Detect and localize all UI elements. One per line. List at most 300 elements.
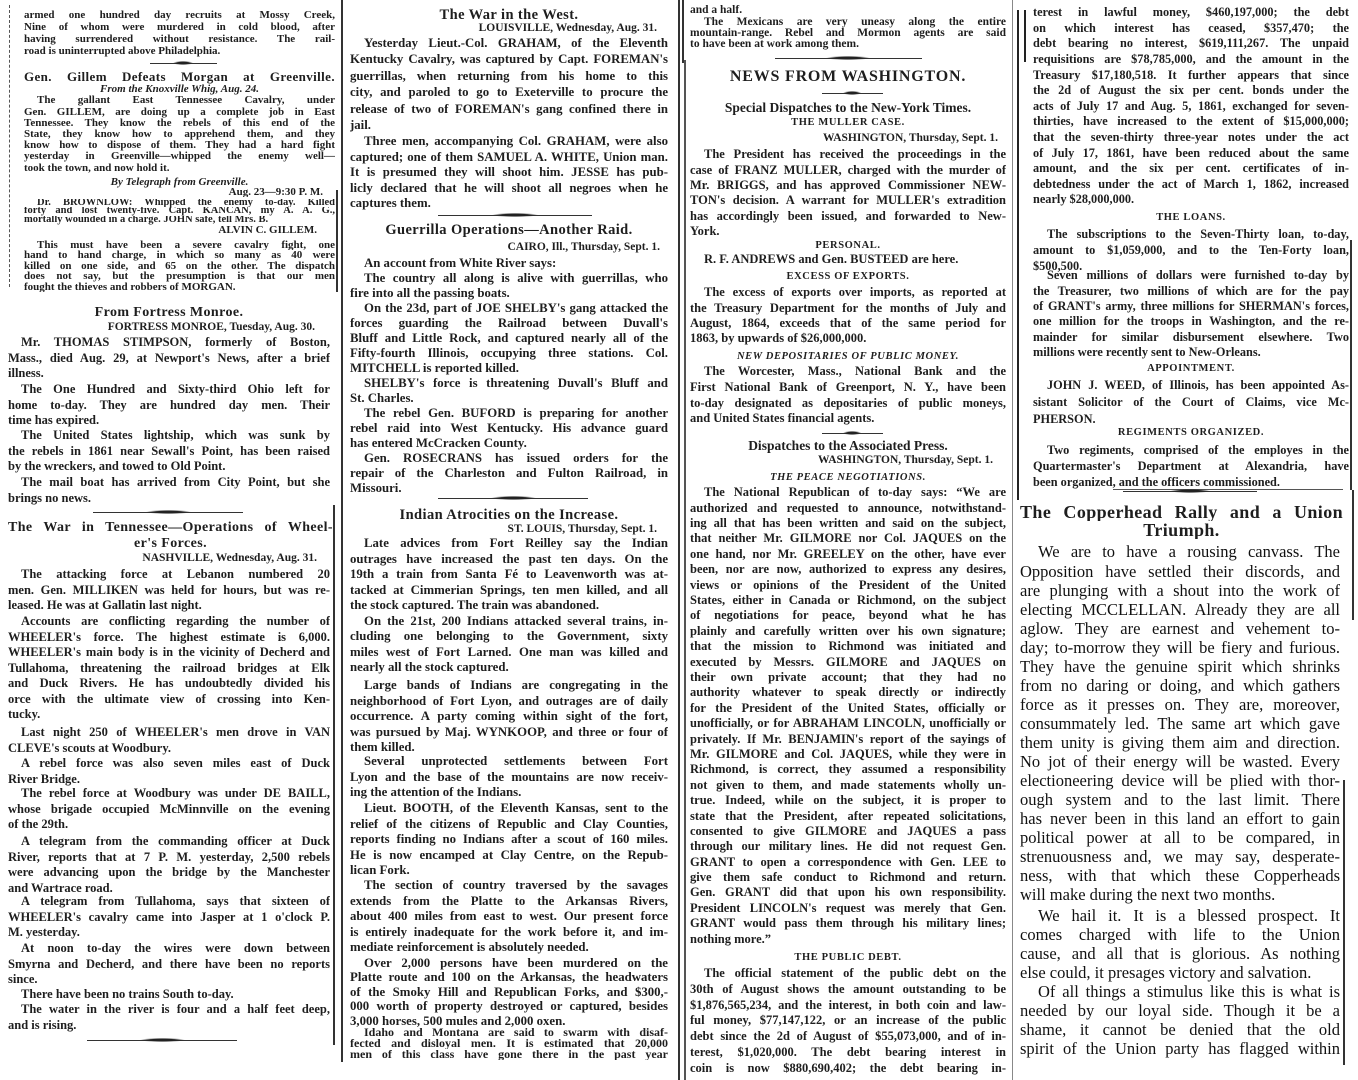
text-line: debtedness under the act of March 1, 1862, increased [1033, 176, 1349, 191]
text-line: city, and paroled to go to Exeterville to procure the [350, 85, 668, 100]
text-line: The Copperhead Rally and a Union [1020, 503, 1343, 521]
column-divider [682, 0, 684, 63]
text-line: Triumph. [1143, 521, 1220, 539]
text-line: for the President of the United States, officially or [690, 700, 1006, 715]
text-line: force as it presses on. They are, moreover, [1020, 694, 1340, 714]
dateline [24, 187, 323, 197]
text-line: will make during the next two months. [1020, 885, 1276, 905]
text-line: From Fortress Monroe. [94, 305, 244, 320]
article-paragraph [350, 301, 668, 376]
text-line: THE MULLER CASE. [791, 117, 905, 128]
text-line: Mass., died Aug. 29, at Newport's News, after a brief [8, 350, 330, 365]
text-line: and United States financial agents. [690, 411, 875, 426]
text-line: Missouri. [350, 480, 402, 495]
text-line: A rebel force was also seven miles east of Duck [21, 756, 330, 771]
text-line: Tullahoma, threatening the railroad bridges at Elk [8, 660, 330, 675]
column-divider [9, 5, 10, 287]
text-line: River, reports that at 7 P. M. yesterday, 2,500 rebels [8, 849, 330, 864]
text-line: 1863, by upwards of $26,000,000. [690, 331, 867, 346]
text-line: strenuousness and, we may say, desperate- [1020, 847, 1340, 867]
text-line: hand to hand charge, in which so many as 40 were [24, 250, 335, 261]
text-line: Nine of whom were murdered in cold blood, after [24, 21, 335, 33]
article-headline [1020, 503, 1343, 539]
text-line: consented to give GILMORE and JAQUES a pass [690, 823, 1006, 838]
text-line: mediate reinforcement is absolutely needed. [350, 940, 589, 955]
column-divider [341, 0, 343, 1062]
article-paragraph [350, 35, 668, 134]
text-line: forty and lost twenty-five. Capt. KANCAN, my A. A. G., [24, 207, 335, 217]
text-line: 19th a train from Santa Fé to Leavenworth was at- [350, 567, 668, 582]
text-line: debt since the 2d of August of $55,073,000, and of in- [690, 1029, 1006, 1044]
text-line: M. yesterday. [8, 925, 80, 940]
text-line: SHELBY's force is threatening Duvall's Bluff and [364, 375, 668, 390]
text-line: state that the President, after repeated solicitations, [690, 808, 1006, 823]
text-line: acts of July 17 and Aug. 5, 1861, exchanged for seven- [1033, 98, 1349, 113]
article-paragraph [24, 9, 335, 57]
text-line: Over 2,000 persons have been murdered on the [364, 955, 668, 970]
text-line: Opposition have settled their discords, and [1020, 561, 1340, 581]
text-line: 30th of August shows the amount outstanding to be [690, 981, 1006, 996]
text-line: captures them. [350, 196, 431, 211]
article-paragraph [1033, 5, 1349, 208]
text-line: Indian Atrocities on the Increase. [399, 507, 619, 523]
text-line: He is now encamped at Clay Centre, on the Repub- [350, 847, 668, 862]
text-line: and Duck Rivers. He has undoubtedly divided his [8, 676, 330, 691]
column-divider [1350, 240, 1352, 490]
text-line: rebel raid into West Kentucky. His advance guard [350, 420, 668, 435]
dateline [690, 453, 993, 467]
dateline [350, 22, 657, 35]
signature [24, 225, 317, 235]
text-line: took the town, and now hold it. [24, 162, 170, 174]
text-line: Aug. 23—9:30 P. M. [228, 187, 323, 197]
text-line: At noon to-day the wires were down between [21, 941, 330, 956]
text-line: licly declared that he will shoot all negroes when he [350, 180, 668, 195]
text-line: CLEVE's scouts at Woodbury. [8, 740, 172, 755]
text-line: ing the attention of the Indians. [350, 785, 522, 800]
text-line: The gallant East Tennessee Cavalry, under [37, 95, 335, 107]
text-line: First National Bank of Greenport, N. Y., have been [690, 379, 1006, 394]
text-line: A telegram from Tullahoma, says that sixteen of [21, 894, 330, 909]
text-line: men. Gen. MILLIKEN was held for hours, but was re- [8, 582, 330, 597]
text-line: having surrendered without resistance. The rail- [24, 33, 335, 45]
text-line: to have been at work among them. [690, 38, 859, 50]
text-line: There have been no trains South to-day. [21, 987, 234, 1002]
text-line: the Treasurer, two millions of which are for the pay [1033, 283, 1349, 298]
text-line: August, 1864, exceeds that of the same period for [690, 315, 1006, 330]
text-line: cause, and all that is glorious. As nothing [1020, 943, 1340, 963]
text-line: Richmond, is correct, they assumed a responsibility [690, 762, 1006, 777]
text-line: Late advices from Fort Reilley say the Indian [364, 536, 668, 551]
text-line: WASHINGTON, Thursday, Sept. 1. [822, 132, 998, 144]
article-paragraph [1033, 377, 1349, 428]
text-line: WHEELER's force. The highest estimate is 6,000. [8, 629, 330, 644]
text-line: WHEELER's main body is in the vicinity of Decherd and [8, 645, 330, 660]
text-line: is entirely inadequate for the work before it, and im- [350, 924, 668, 939]
section-subhead [690, 438, 1006, 453]
text-line: The War in Tennessee—Operations of Wheel- [8, 520, 333, 535]
article-paragraph [8, 475, 330, 506]
text-line: The Mexicans are very uneasy along the entire [704, 16, 1006, 28]
text-line: the rebels in 1861 near Sewall's Point, has been raised [8, 443, 330, 458]
text-line: ness, with that which these Copperheads [1020, 866, 1340, 886]
byline [24, 83, 335, 95]
text-line: reports finding no Indians after a scout of 160 miles. [350, 832, 668, 847]
text-line: The attacking force at Lebanon numbered 20 [21, 567, 330, 582]
text-line: home to-day. They are hundred day men. Their [8, 397, 330, 412]
text-line: A telegram from the commanding officer at Duck [21, 834, 330, 849]
text-line: of negotiations for peace, beyond what he has [690, 608, 1006, 623]
article-paragraph [8, 834, 330, 896]
text-line: executed by Messrs. GILMORE and JAQUES on [690, 654, 1006, 669]
text-line: shame, it cannot be denied that the old [1020, 1019, 1340, 1039]
text-line: terest, $1,020,000. The debt bearing interest in [690, 1045, 1006, 1060]
text-line: yesterday in Greenville—whipped the enemy well— [24, 151, 335, 163]
text-line: The rebel Gen. BUFORD is preparing for another [364, 405, 668, 420]
article-paragraph [690, 5, 1006, 16]
text-line: Treasury $17,180,518. It further appears that since [1033, 67, 1349, 82]
text-line: the 2d of August the six per cent. bonds under the [1033, 83, 1349, 98]
text-line: Gen. GRANT did that upon his own responsibility. [690, 885, 1006, 900]
article-paragraph [690, 147, 1006, 239]
byline [24, 177, 335, 188]
article-paragraph [8, 725, 330, 756]
text-line: tucky. [8, 707, 41, 722]
text-line: case of FRANZ MULLER, charged with the murder of [690, 162, 1006, 177]
text-line: The National Republican of to-day says: “We are [704, 485, 1006, 500]
text-line: Seven millions of dollars were furnished to-day by [1047, 268, 1349, 283]
article-paragraph [350, 271, 668, 301]
text-line: Gen. GILLEM, are doing up a complete job in East [24, 106, 335, 118]
column-divider [678, 0, 680, 1080]
text-line: Three men, accompanying Col. GRAHAM, were also [364, 134, 668, 149]
text-line: THE PEACE NEGOTIATIONS. [770, 472, 926, 483]
text-line: An account from White River says: [364, 255, 557, 270]
text-line: The section of country traversed by the savages [364, 878, 668, 893]
article-paragraph [350, 256, 668, 271]
text-line: Mr. GILMORE and Col. JAQUES, while they were in [690, 746, 1006, 761]
text-line: sistant Solicitor of the Court of Claims, vice Mc- [1033, 394, 1349, 409]
text-line: Guerrilla Operations—Another Raid. [385, 222, 633, 238]
column-divider [684, 60, 686, 1080]
text-line: their own private account; that they had no [690, 669, 1006, 684]
text-line: Platte route and 100 on the Arkansas, the headwaters [350, 970, 668, 985]
text-line: forces guarding the Railroad between Duvall's [350, 315, 668, 330]
text-line: State, they know how to apprehend them, and they [24, 128, 335, 140]
text-line: lican Fork. [350, 863, 410, 878]
text-line: them killed. [350, 740, 415, 755]
text-line: They have the genuine spirit which shrinks [1020, 656, 1340, 676]
text-line: from no daring or doing, and which gathers [1020, 675, 1340, 695]
text-line: ful money, $77,147,122, or an increase of the public [690, 1013, 1006, 1028]
text-line: thirties, have increased to the extent of $15,000,000; [1033, 114, 1349, 129]
column-divider [1012, 0, 1013, 1080]
section-label [690, 271, 1006, 283]
text-line: neighborhood of Fort Lyon, and outrages are of daily [350, 693, 668, 708]
article-headline [350, 508, 668, 523]
text-line: brings no news. [8, 490, 92, 505]
text-line: that the seven-thirty three-year notes under the act [1033, 129, 1349, 144]
text-line: debt bearing no interest, $619,111,267. The unpaid [1033, 36, 1349, 51]
article-paragraph [350, 754, 668, 801]
text-line: the Treasury Department for the months of July and [690, 300, 1006, 315]
text-line: Large bands of Indians are congregating in the [364, 678, 668, 693]
text-line: The country all along is alive with guerrillas, who [364, 270, 668, 285]
text-line: authorized and requested to announce, notwithstand- [690, 500, 1006, 515]
article-paragraph [350, 878, 668, 956]
ornamental-divider [438, 496, 588, 500]
text-line: to-day designated as depositaries of public moneys, [690, 395, 1006, 410]
text-line: APPOINTMENT. [1147, 363, 1235, 374]
text-line: Lyon and the base of the mountains are now receiv- [350, 769, 668, 784]
text-line: coin is now $880,690,402; the debt bearing in- [690, 1060, 1006, 1075]
text-line: of the 29th. [8, 817, 69, 832]
text-line: miles west of Fort Larned. One man was killed and [350, 644, 668, 659]
text-line: armed one hundred day recruits at Mossy Creek, [24, 9, 335, 21]
text-line: that the mission to Richmond was initiated and [690, 639, 1006, 654]
article-paragraph [350, 614, 668, 676]
text-line: release of two of FOREMAN's gang confined there in [350, 101, 668, 116]
section-subhead [690, 100, 1006, 115]
article-paragraph [690, 485, 1006, 947]
text-line: one hand, nor Mr. GREELEY on the other, have ever [690, 546, 1006, 561]
text-line: The official statement of the public debt on the [704, 966, 1006, 981]
text-line: millions were recently sent to New-Orleans. [1033, 345, 1261, 360]
column-divider [1024, 10, 1026, 62]
article-paragraph [1033, 226, 1349, 274]
text-line: electing MCCLELLAN. Already they are all [1020, 599, 1340, 619]
text-line: are plunging with a shout into the work of [1020, 580, 1340, 600]
text-line: were advancing upon the bridge by the Manchester [8, 865, 330, 880]
text-line: and Wartrace road. [8, 880, 113, 895]
text-line: of July 17, 1861, have been reduced about the same [1033, 145, 1349, 160]
text-line: Dr. BROWNLOW: Whipped the enemy to-day. Killed [37, 198, 335, 208]
text-line: THE PUBLIC DEBT. [794, 952, 902, 963]
text-line: ALVIN C. GILLEM. [218, 225, 317, 235]
article-paragraph [690, 252, 1006, 267]
text-line: $500,500. [1033, 259, 1083, 273]
text-line: We hail it. It is a blessed prospect. It [1038, 905, 1340, 925]
article-paragraph [350, 536, 668, 614]
text-line: NASHVILLE, Wednesday, Aug. 31. [142, 552, 317, 564]
text-line: political power at all to be compared, in [1020, 828, 1340, 848]
text-line: York. [690, 223, 720, 238]
dateline [350, 522, 657, 536]
article-paragraph [8, 894, 330, 941]
text-line: nearly $28,000,000. [1033, 192, 1135, 207]
text-line: killed on one side, and 65 on the other. The dispatch [24, 260, 335, 272]
text-line: We are to have a rousing canvass. The [1038, 542, 1340, 562]
text-line: been organized, and the officers commissioned. [1033, 475, 1280, 489]
text-line: has entered McCracken County. [350, 435, 527, 450]
text-line: orce with the ultimate view of crossing into Ken- [8, 691, 330, 706]
text-line: men of this class have gone there in the past year [350, 1048, 668, 1060]
article-headline [690, 67, 1006, 87]
text-line: The Worcester, Mass., National Bank and the [704, 364, 1006, 379]
text-line: was pursued by Maj. WYNKOOP, and three or four of [350, 724, 668, 739]
text-line: Mr. BRIGGS, and has approved Commissioner NEW- [690, 177, 1006, 192]
text-line: CAIRO, Ill., Thursday, Sept. 1. [507, 241, 660, 253]
text-line: Tennessee. They know the rebels of this end of the [24, 117, 335, 129]
ornamental-divider [93, 510, 243, 514]
text-line: Last night 250 of WHEELER's men drove in VAN [21, 725, 330, 740]
text-line: TON's decision. A warrant for MULLER's extradition [690, 193, 1006, 208]
text-line: Idaho and Montana are said to swarm with disaf- [364, 1026, 668, 1038]
column-divider [1343, 780, 1345, 1065]
text-line: ough system and to the last limit. There [1020, 790, 1340, 810]
text-line: The President has received the proceedings in the [704, 147, 1006, 162]
article-paragraph [24, 95, 335, 173]
text-line: has accordingly been issued, and forwarded to New- [690, 208, 1006, 223]
text-line: This must have been a severe cavalry fight, one [37, 239, 335, 251]
article-paragraph [8, 428, 330, 475]
text-line: electioneering device will be plied with thor- [1020, 771, 1340, 791]
text-line: Two regiments, comprised of the employes in the [1047, 443, 1349, 457]
text-line: Several unprotected settlements between Fort [364, 754, 668, 769]
text-line: GRANT to open a correspondence with Gen. LEE to [690, 854, 1006, 869]
text-line: authority whatever to speak directly or indirectly [690, 685, 1006, 700]
text-line: PERSONAL. [815, 240, 881, 251]
text-line: not given to them, and made statements wholly un- [690, 777, 1006, 792]
text-line: one million for the troops in Washington, and the re- [1033, 314, 1349, 329]
text-line: needed by our loyal side. Though it be a [1020, 1000, 1340, 1020]
article-paragraph [690, 17, 1006, 50]
text-line: R. F. ANDREWS and Gen. BUSTEED are here. [704, 252, 959, 267]
ornamental-divider [87, 1038, 237, 1042]
text-line: of GRANT's army, three millions for SHERMAN's forces, [1033, 299, 1349, 314]
text-line: On the 23d, part of JOE SHELBY's gang attacked the [364, 300, 668, 315]
text-line: mortally wounded in a charge. JOHN safe, tell Mrs. B. [24, 216, 269, 225]
text-line: No jot of their energy will be wasted. Every [1020, 751, 1340, 771]
text-line: privately. If Mr. BENJAMIN's report of the sayings of [690, 731, 1006, 746]
text-line: FORTRESS MONROE, Tuesday, Aug. 30. [107, 321, 315, 333]
text-line: ing all that has been written and said on the subject, [690, 516, 1006, 531]
text-line: comes charged with life to the Union [1020, 924, 1340, 944]
section-label [1033, 363, 1349, 375]
text-line: By Telegraph from Greenville. [110, 176, 249, 188]
text-line: EXCESS OF EXPORTS. [786, 271, 910, 282]
text-line: on which interest has ceased, $357,470; the [1033, 20, 1349, 35]
article-paragraph [350, 376, 668, 406]
text-line: Fifty-fourth Illinois, occupying three stations. Col. [350, 345, 668, 360]
article-paragraph [1020, 982, 1340, 1058]
text-line: leased. He was at Gallatin last night. [8, 598, 202, 613]
text-line: The excess of exports over imports, as reported at [704, 285, 1006, 300]
article-paragraph [690, 966, 1006, 1077]
text-line: repair of the Charleston and Fulton Railroad, in [350, 465, 668, 480]
text-line: fire into all the passing boats. [350, 285, 510, 300]
article-paragraph [350, 1027, 668, 1060]
text-line: LOUISVILLE, Wednesday, Aug. 31. [478, 21, 657, 34]
text-line: amount to $1,059,000, and to the Ten-Forty loan, [1033, 243, 1349, 257]
text-line: Kentucky Cavalry, was captured by Capt. FOREMAN's [350, 52, 668, 67]
text-line: through our military lines. He did not request Gen. [690, 839, 1006, 854]
article-paragraph [8, 567, 330, 614]
text-line: plainly and carefully written over his own signature; [690, 623, 1006, 638]
article-paragraph [8, 756, 330, 787]
text-line: and a half. [690, 4, 743, 16]
article-paragraph [350, 134, 668, 212]
text-line: mountain-range. Rebel and Mormon agents are said [690, 27, 1006, 39]
text-line: River Bridge. [8, 771, 80, 786]
text-line: does not say, but the presumption is that our men [24, 271, 335, 282]
text-line: GRANT would pass them through his military lines; [690, 916, 1006, 931]
text-line: nothing more.” [690, 931, 772, 946]
text-line: guerrillas, when returning from his home to this [350, 68, 668, 83]
article-paragraph [350, 406, 668, 451]
text-line: Special Dispatches to the New-York Times. [724, 99, 972, 115]
text-line: er's Forces. [134, 536, 207, 551]
text-line: NEWS FROM WASHINGTON. [729, 68, 967, 85]
article-paragraph [8, 614, 330, 723]
text-line: give them safe conduct to Richmond and return. [690, 870, 1006, 885]
text-line: The War in the West. [439, 7, 579, 23]
dateline [350, 240, 660, 254]
text-line: captured; one of them SAMUEL A. WHITE, Union man. [350, 149, 668, 164]
article-paragraph [24, 240, 335, 293]
article-headline [8, 520, 333, 552]
article-paragraph [1020, 906, 1340, 982]
text-line: 3,000 horses, 500 mules and 2,000 oxen. [350, 1013, 566, 1028]
text-line: Mr. THOMAS STIMPSON, formerly of Boston, [21, 335, 330, 350]
text-line: PHERSON. [1033, 411, 1096, 426]
section-label [690, 351, 1006, 363]
text-line: occurrence. A party coming within sight of the fort, [350, 709, 668, 724]
text-line: relief of the citizens of Republic and Clay Counties, [350, 816, 668, 831]
text-line: Accounts are conflicting regarding the number of [21, 614, 330, 629]
text-line: Yesterday Lieut.-Col. GRAHAM, of the Eleventh [364, 35, 668, 50]
article-paragraph [1033, 268, 1349, 360]
text-line: spirit of the Union party has flagged within [1020, 1038, 1340, 1058]
text-line: of the Smoky Hill and Republican Forks, and $300,- [350, 984, 668, 999]
text-line: by the wreckers, and towed to Old Point. [8, 459, 226, 474]
text-line: since. [8, 972, 38, 987]
text-line: President LINCOLN's request was merely that Gen. [690, 900, 1006, 915]
text-line: It is presumed they will shoot him. JESSE has pub- [350, 165, 668, 180]
text-line: cluding one belonging to the Government, sixty [350, 629, 668, 644]
article-paragraph [8, 335, 330, 382]
article-paragraph [350, 956, 668, 1029]
text-line: Quartermaster's Department at Alexandria, have [1033, 459, 1349, 473]
article-paragraph [350, 801, 668, 879]
text-line: The United States lightship, which was sunk by [21, 428, 330, 443]
text-line: WHEELER's cavalry came into Jasper at 1 o'clock P. [8, 909, 330, 924]
text-line: consummately led. The same art which gave [1020, 713, 1340, 733]
dateline [8, 320, 315, 334]
section-label [690, 952, 1006, 964]
article-paragraph [690, 285, 1006, 346]
text-line: Gen. Gillem Defeats Morgan at Greenville. [24, 70, 335, 84]
text-line: the stock captured. The train was abandoned. [350, 598, 600, 613]
text-line: The One Hundred and Sixty-third Ohio left for [21, 382, 330, 397]
text-line: Gen. ROSECRANS has issued orders for the [364, 450, 668, 465]
dateline [8, 551, 317, 565]
dateline [690, 131, 998, 145]
text-line: true. Indeed, while on the subject, it is proper to [690, 793, 1006, 808]
section-label [1033, 427, 1349, 439]
text-line: road is uninterrupted above Philadelphia. [24, 45, 221, 57]
text-line: day; to-morrow they will be fiery and furious. [1020, 637, 1340, 657]
text-line: illness. [8, 366, 44, 381]
text-line: The mail boat has arrived from City Point, but she [21, 475, 330, 490]
text-line: jail. [350, 118, 371, 133]
text-line: unofficially, or for ABRAHAM LINCOLN, unofficially or [690, 716, 1006, 731]
text-line: Smyrna and Decherd, and there have been no reports [8, 956, 330, 971]
text-line: terest in lawful money, $460,197,000; the debt [1033, 5, 1349, 20]
section-label [690, 117, 1006, 129]
text-line: requisitions are $78,785,000, and the amount in the [1033, 51, 1349, 66]
text-line: about 400 miles from east to west. Our present force [350, 909, 668, 924]
